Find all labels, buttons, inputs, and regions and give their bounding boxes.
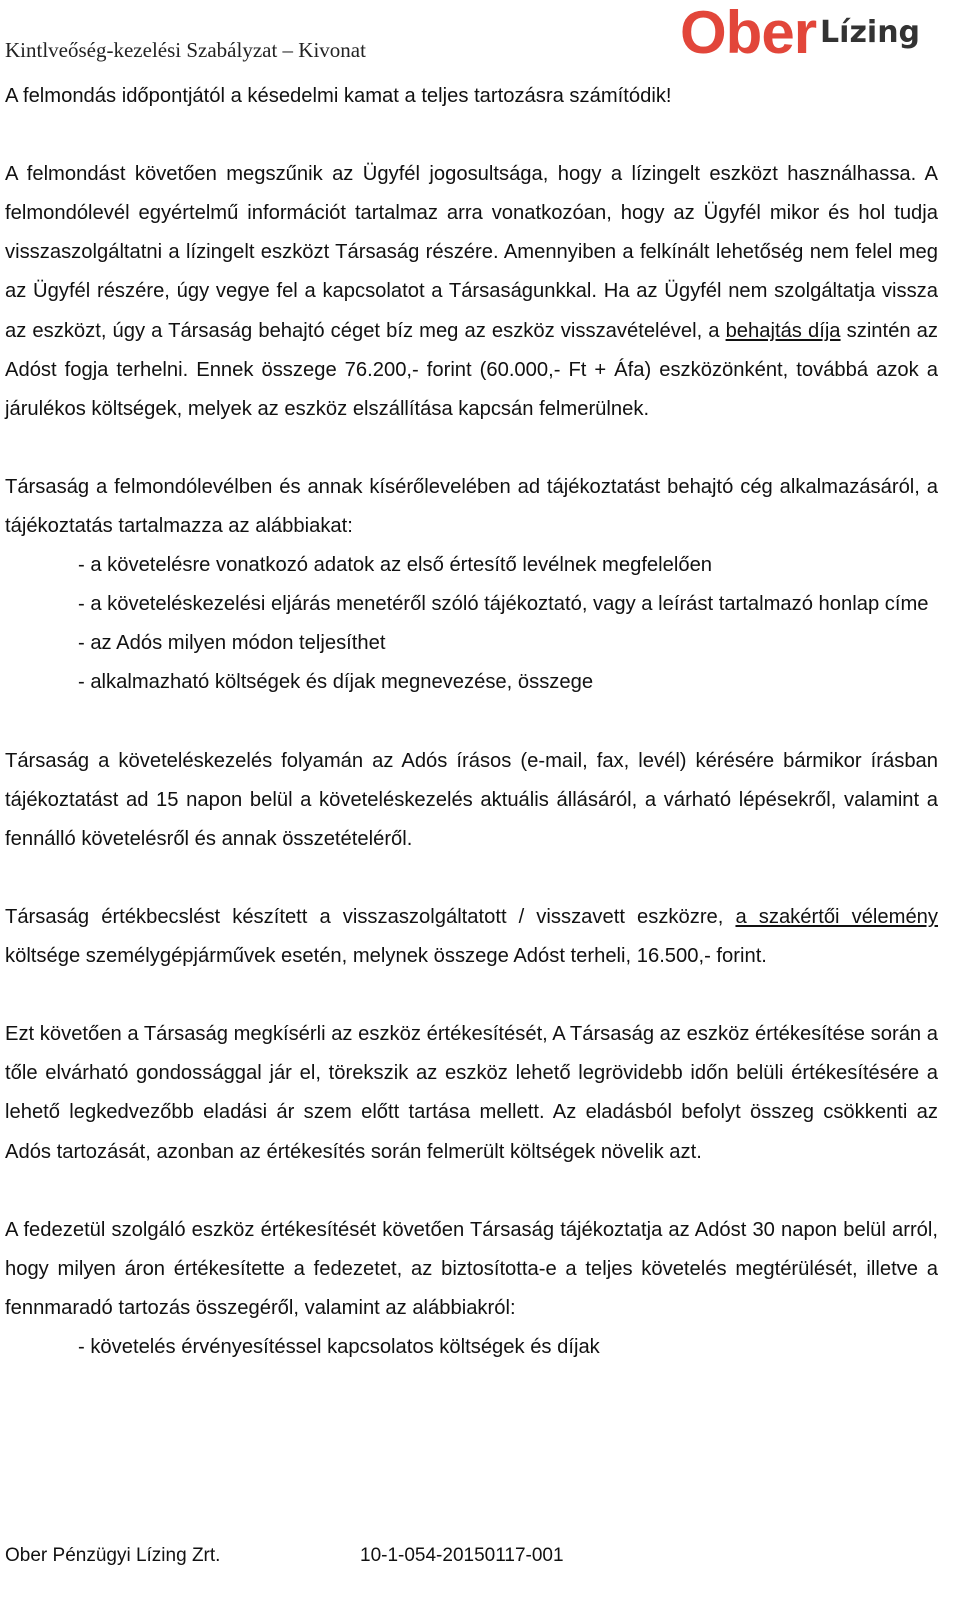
collection-fee-link: behajtás díja [725, 319, 841, 342]
expert-opinion-link: a szakértői vélemény [735, 905, 939, 928]
paragraph-valuation [5, 898, 938, 976]
paragraph-termination-text-a: A felmondást követően megszűnik az Ügyfél jogosultsága, hogy a lízingelt eszközt használhassa. A felmondólevél egyértelmű információt tartalmaz arra vonatkozóan, hogy az Ügyfél mikor és hol tudja visszaszolgáltatni a lízingelt eszközt Társaság részére. Amennyiben a felkínált lehetőség nem felel meg az Ügyfél részére, úgy vegye fel a kapcsolatot a Társaságunkkal. Ha az Ügyfél nem szolgáltatja vissza az eszközt, úgy a Társaság behajtó céget bíz meg az eszköz visszavételével, a [5, 163, 938, 342]
document-body [5, 77, 938, 1367]
paragraph-written-info: Társaság a követeléskezelés folyamán az Adós írásos (e-mail, fax, levél) kérésére bármikor írásban tájékoztatást ad 15 napon belül a követeléskezelés aktuális állásáról, a várható lépésekről, valamint a fennálló követelésről és annak összetételéről. [5, 749, 938, 850]
list-item: - a követelésre vonatkozó adatok az első értesítő levélnek megfelelően [78, 554, 713, 577]
paragraph-sale: Ezt követően a Társaság megkísérli az eszköz értékesítését, A Társaság az eszköz értékesítése során a tőle elvárható gondossággal jár el, törekszik az eszköz lehető legrövidebb időn belüli értékesítésére a lehető legkedvezőbb eladási ár szem előtt tartása mellett. Az eladásból befolyt összeg csökkenti az Adós tartozását, azonban az értékesítés során felmerült költségek növelik azt. [5, 1023, 938, 1163]
footer-company: Ober Pénzügyi Lízing Zrt. [5, 1545, 221, 1566]
logo-lizing-text: Lízing [820, 15, 921, 50]
list-item: - alkalmazható költségek és díjak megnevezése, összege [78, 671, 594, 694]
logo-ober-text: Ober [680, 0, 817, 66]
paragraph-valuation-text-a: Társaság értékbecslést készített a visszaszolgáltatott / visszavett eszközre, [5, 905, 736, 928]
paragraph-interest: A felmondás időpontjától a késedelmi kamat a teljes tartozásra számítódik! [5, 85, 672, 107]
list-item: - a követeléskezelési eljárás menetéről szóló tájékoztató, vagy a leírást tartalmazó honlap címe [78, 593, 929, 616]
list-item: - követelés érvényesítéssel kapcsolatos költségek és díjak [78, 1336, 600, 1358]
footer-document-code: 10-1-054-20150117-001 [360, 1545, 564, 1566]
paragraph-termination [5, 155, 938, 429]
paragraph-after-sale: A fedezetül szolgáló eszköz értékesítését követően Társaság tájékoztatja az Adóst 30 napon belül arról, hogy milyen áron értékesítette a fedezetet, az biztosította-e a teljes követelés megtérülését, illetve a fennmaradó tartozás összegéről, valamint az alábbiakról: [5, 1218, 938, 1319]
list-item: - az Adós milyen módon teljesíthet [78, 632, 386, 655]
paragraph-termination-text-b: szintén az Adóst fogja terhelni. Ennek összege 76.200,- forint (60.000,- Ft + Áfa) eszközönként, továbbá azok a járulékos költségek, melyek az eszköz elszállítása kapcsán felmerülnek. [5, 319, 938, 420]
paragraph-collector-info: Társaság a felmondólevélben és annak kísérőlevelében ad tájékoztatást behajtó cég alkalmazásáról, a tájékoztatás tartalmazza az alábbiakat: [5, 475, 938, 538]
ober-lizing-logo [680, 2, 920, 64]
paragraph-valuation-text-b: költsége személygépjárművek esetén, melynek összege Adóst terheli, 16.500,- forint. [5, 945, 767, 968]
header-title: Kintlveőség-kezelési Szabályzat – Kivonat [5, 38, 366, 62]
